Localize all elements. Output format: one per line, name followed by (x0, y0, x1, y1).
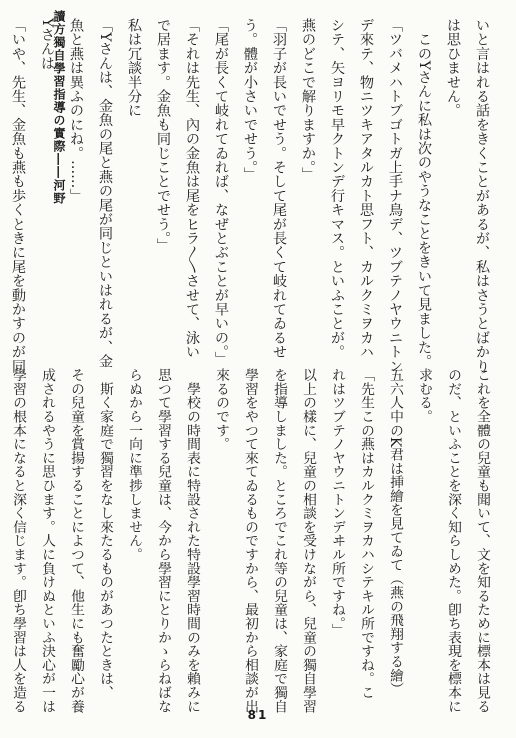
page-number: 81 (247, 708, 269, 722)
lower-text-block: これを全體の兒童も聞いて、文を知るために標本は見る のだ、といふことを深く知らしめた。卽ち表現を標本に 求むる。 五六人中のK君は挿繪を見てゐて（燕の飛翔する繪） 「先生この燕はカルクミヲカハシテキル所ですね。こ れはツブテノヤウニトンデヰル所ですね。」 以上の樣に、兒童の相談を受けながら、兒童の獨自學習 を指導しました。ところでこれ等の兒童は、家庭で獨自 學習をやつて來てゐるものですから、最初から相談が出 來るのです。 學校の時間表に特設された特設學習時間のみを賴みに 思つて學習する兒童は、今から學習にとりかゝらねばな らぬから一向に準捗しません。 斯く家庭で獨習をなし來たるものがあつたときは、 その兒童を賞揚することによつて、他生にも奮勵心が養 成されるやうに思ひます。人に負けぬといふ決心が一は 學習の根本になると深く信じます。卽ち學習は人を造る (10, 368, 490, 713)
running-head: 讀方獨自學習指導の實際――河野 (52, 10, 66, 205)
upper-text-block: いと言はれる話をきくことがあるが、私はさうとばかり は思ひません。 このYさんに私は次のやうなことをきいて見ました。 「ツバメハトブゴトガ上手ナ鳥デ、ツブテノヤウニトン デ來テ、物ニツキアタルカト思フト、カルクミヲカハ シテ、矢ヨリモ早クトンデ行キマス。といふことが。 燕のどこで解りますか。」 「羽子が長いでせう。そして尾が長くて岐れてゐるせ う。體が小さいでせう。」 「尾が長くて岐れてゐれば、なぜとぶことが早いの。」 「それは先生、內の金魚は尾をヒラ〳〵させて、泳い で居ます。金魚も同じことでせう。」 私は冗談半分に 「Yさんは、金魚の尾と燕の尾が同じといはれるが、金 魚と燕は異ふのにね。……」 Yさんは 「いや、先生、金魚も燕も歩くときに尾を動かすのが同 (10, 18, 490, 373)
